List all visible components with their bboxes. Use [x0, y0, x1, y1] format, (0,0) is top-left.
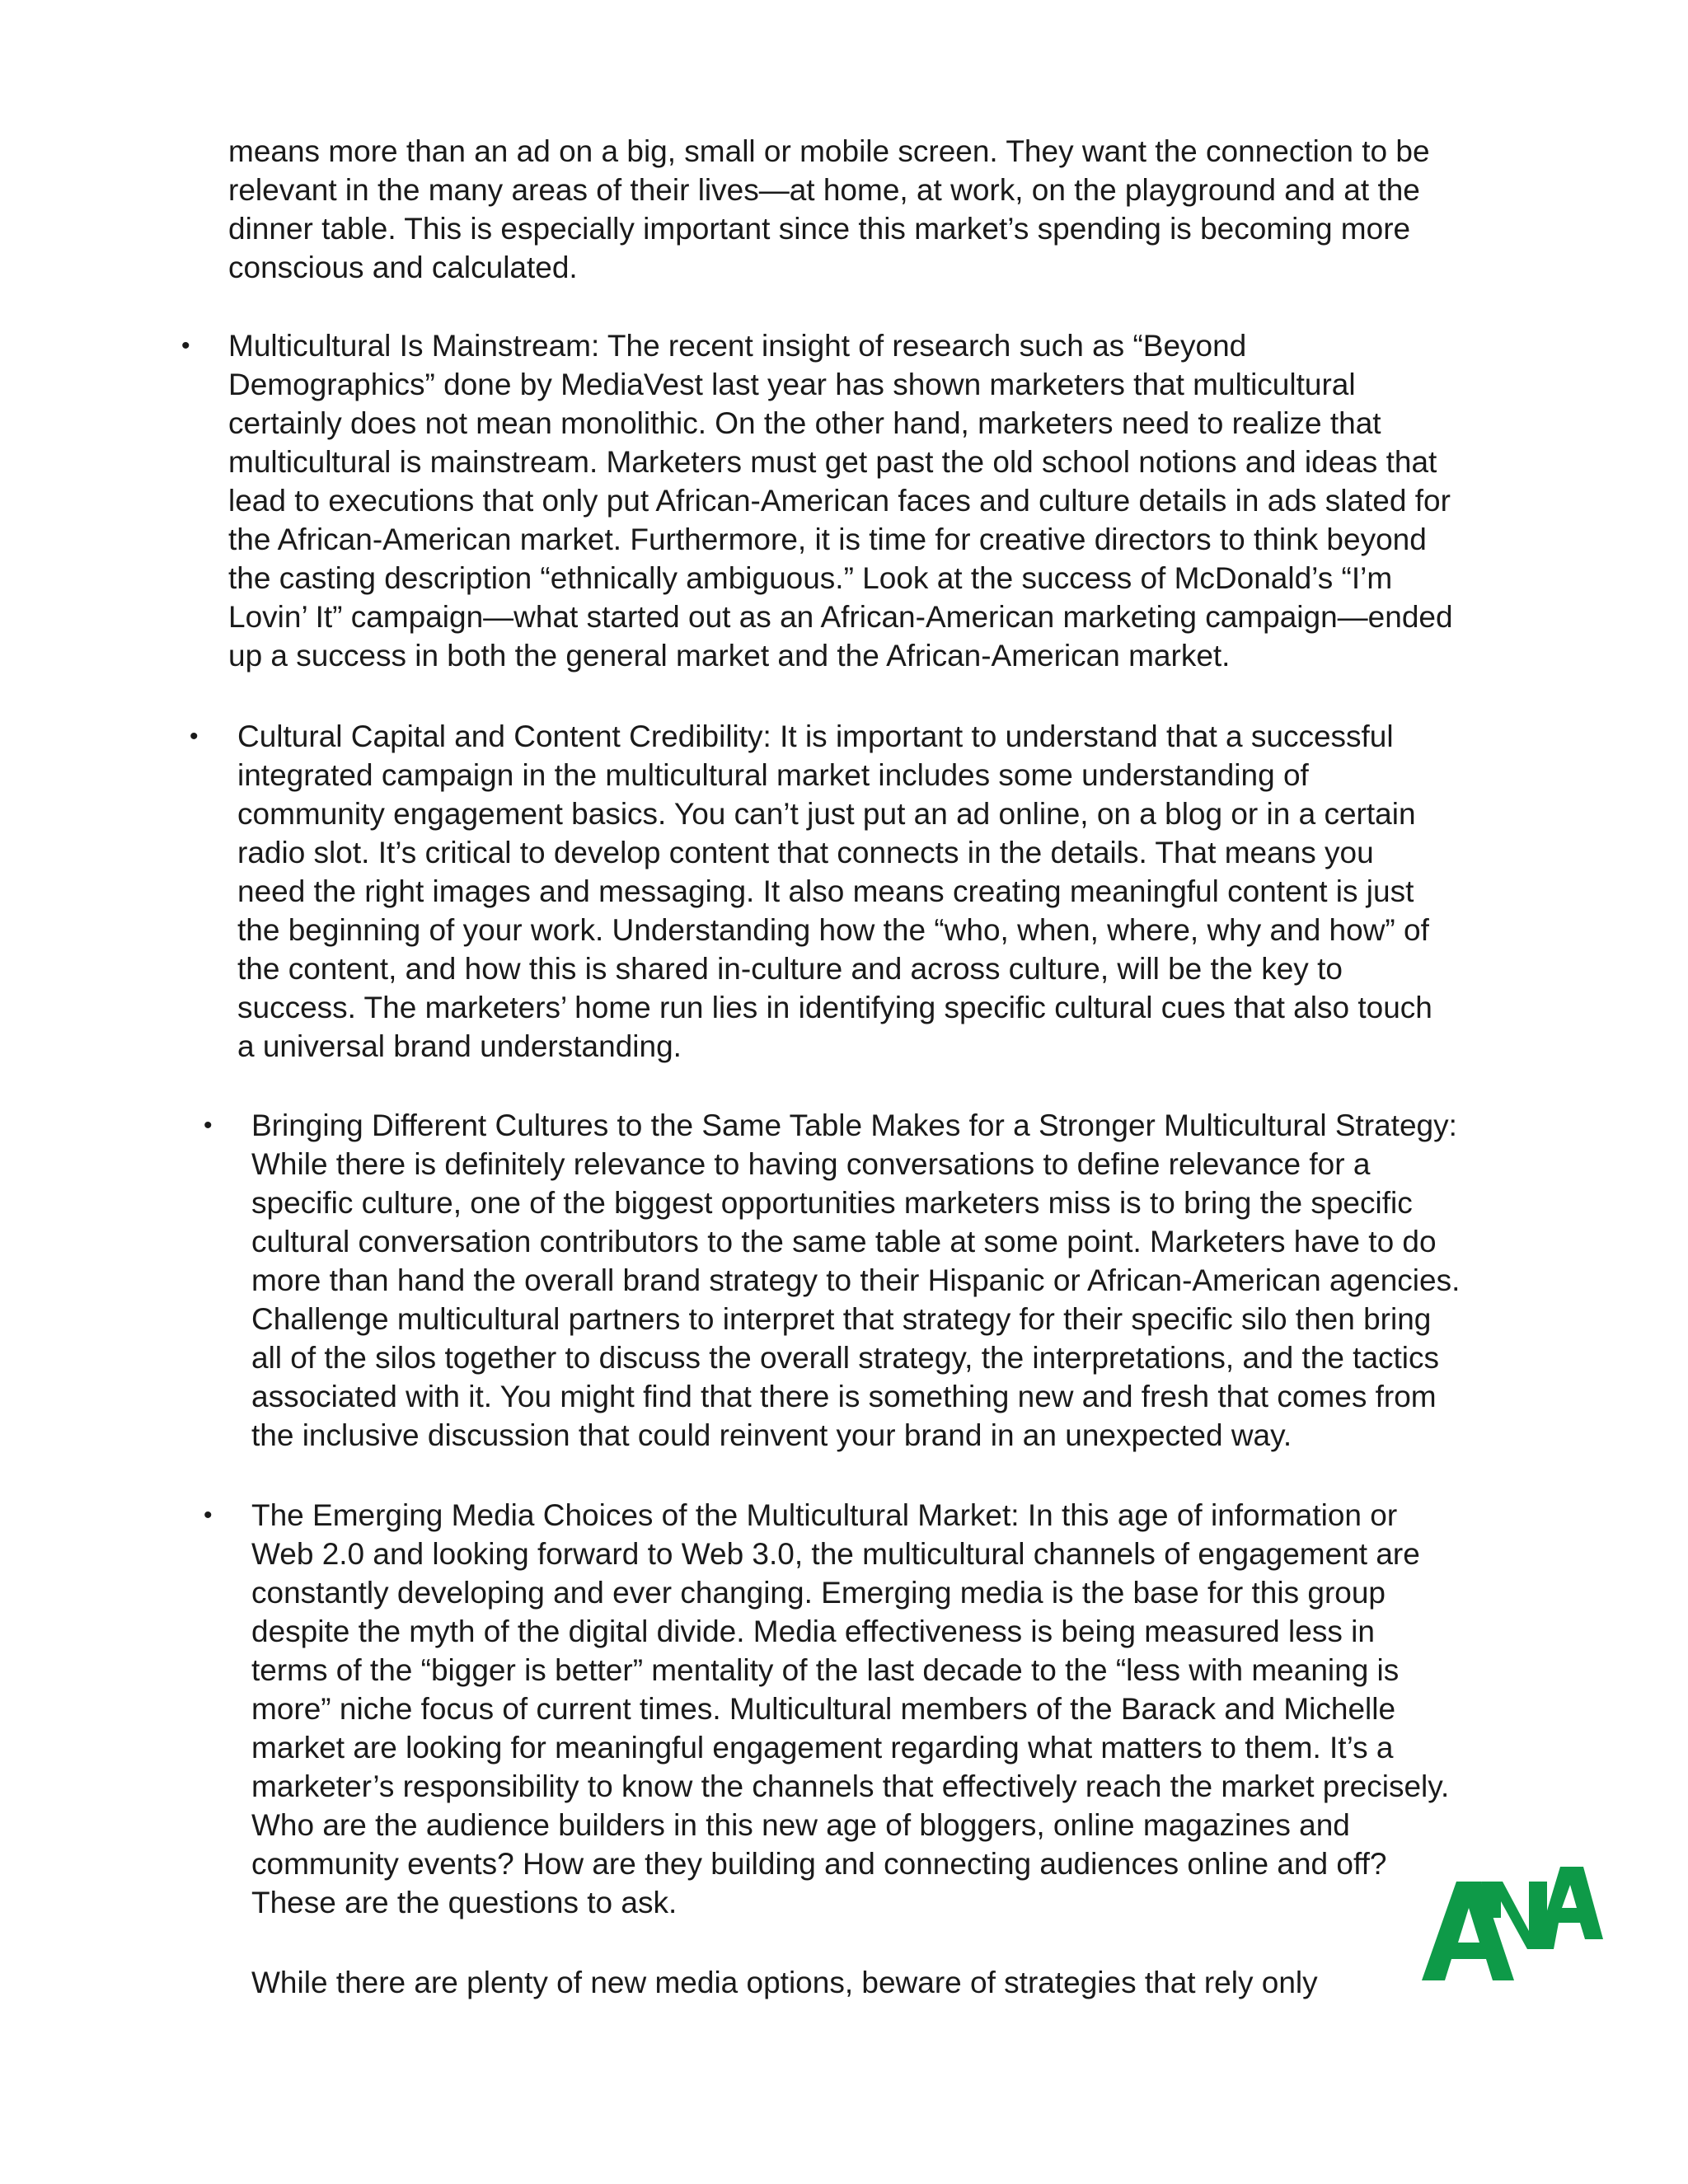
bullet-cultural-capital: Cultural Capital and Content Credibility: It is important to understand that a successful integrated campaign in the multicultural market includes some understanding of community engagement basics. You can’t just put an ad online, on a blog or in a certain radio slot. It’s critical to develop content that connects in the details. That means you need the right images and messaging. It also means creating meaningful content is just the beginning of your work. Understanding how the “who, when, where, why and how” of the content, and how this is shared in-culture and across culture, will be the key to success. The marketers’ home run lies in identifying specific cultural cues that also touch a universal brand understanding.	[237, 719, 1432, 1063]
bullet-multicultural-mainstream: Multicultural Is Mainstream: The recent insight of research such as “Beyond Demographics” done by MediaVest last year has shown marketers that multicultural certainly does not mean monolithic. On the other hand, marketers need to realize that multicultural is mainstream. Marketers must get past the old school notions and ideas that lead to executions that only put African-American faces and culture details in ads slated for the African-American market. Furthermore, it is time for creative directors to think beyond the casting description “ethnically ambiguous.” Look at the success of McDonald’s “I’m Lovin’ It” campaign—what started out as an African-American marketing campaign—ended up a success in both the general market and the African-American market.	[228, 329, 1453, 673]
bullet-different-cultures: Bringing Different Cultures to the Same Table Makes for a Stronger Multicultural Strategy: While there is definitely relevance to having conversations to define relevance for a specific culture, one of the biggest opportunities marketers miss is to bring the specific cultural conversation contributors to the same table at some point. Marketers have to do more than hand the overall brand strategy to their Hispanic or African-American agencies. Challenge multicultural partners to interpret that strategy for their specific silo then bring all of the silos together to discuss the overall strategy, the interpretations, and the tactics associated with it. You might find that there is something new and fresh that comes from the inclusive discussion that could reinvent your brand in an unexpected way.	[251, 1108, 1461, 1452]
bullet-marker: •	[181, 332, 190, 359]
ana-logo	[1422, 1867, 1603, 1982]
bullet-marker: •	[204, 1112, 213, 1139]
bullet-marker: •	[204, 1502, 213, 1529]
continuation-paragraph: means more than an ad on a big, small or mobile screen. They want the connection to be relevant in the many areas of their lives—at home, at work, on the playground and at the dinner table. This is especially important since this market’s spending is becoming more conscious and calculated.	[228, 134, 1430, 284]
bullet-emerging-media: The Emerging Media Choices of the Multicultural Market: In this age of information or Web 2.0 and looking forward to Web 3.0, the multicultural channels of engagement are constantly developing and ever changing. Emerging media is the base for this group despite the myth of the digital divide. Media effectiveness is being measured less in terms of the “bigger is better” mentality of the last decade to the “less with meaning is more” niche focus of current times. Multicultural members of the Barack and Michelle market are looking for meaningful engagement regarding what matters to them. It’s a marketer’s responsibility to know the channels that effectively reach the market precisely. Who are the audience builders in this new age of bloggers, online magazines and community events? How are they building and connecting audiences online and off? These are the questions to ask.	[251, 1498, 1450, 1919]
closing-paragraph: While there are plenty of new media options, beware of strategies that rely only	[251, 1966, 1318, 1999]
bullet-marker: •	[190, 723, 199, 750]
